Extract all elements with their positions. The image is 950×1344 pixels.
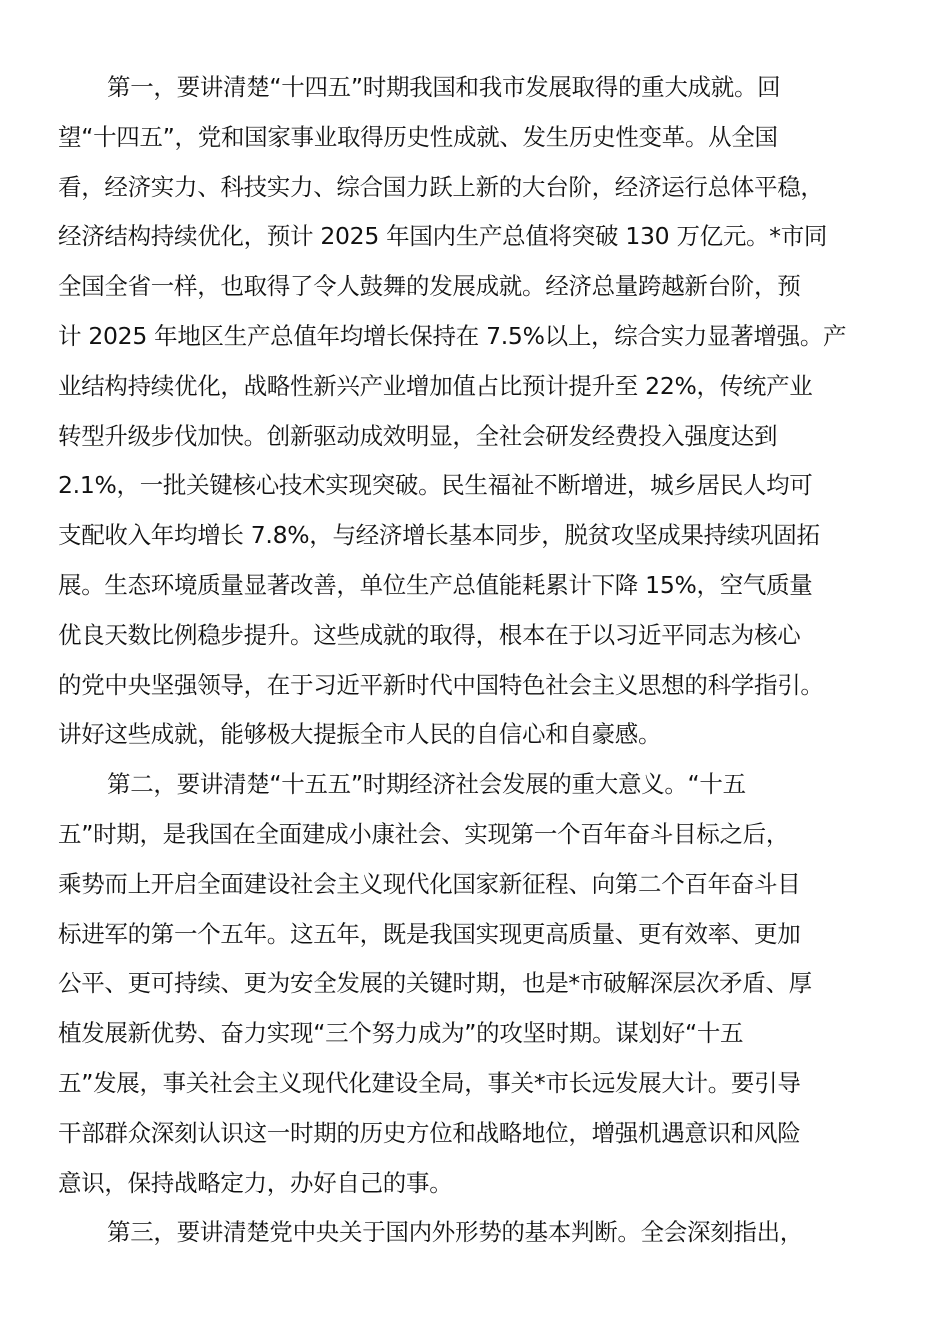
text-line: 展。生态环境质量显著改善，单位生产总值能耗累计下降 15%，空气质量 — [58, 570, 813, 599]
text-line: 望“十四五”，党和国家事业取得历史性成就、发生历史性变革。从全国 — [58, 122, 778, 151]
text-line: 看，经济实力、科技实力、综合国力跃上新的大台阶，经济运行总体平稳， — [58, 172, 824, 201]
text-line: 第三，要讲清楚党中央关于国内外形势的基本判断。全会深刻指出， — [107, 1218, 803, 1247]
text-line: 的党中央坚强领导，在于习近平新时代中国特色社会主义思想的科学指引。 — [58, 670, 824, 699]
text-line: 支配收入年均增长 7.8%，与经济增长基本同步，脱贫攻坚成果持续巩固拓 — [58, 521, 820, 550]
paragraph-situation — [58, 1208, 898, 1258]
text-line: 乘势而上开启全面建设社会主义现代化国家新征程、向第二个百年奋斗目 — [58, 869, 801, 898]
text-line: 第二，要讲清楚“十五五”时期经济社会发展的重大意义。“十五 — [107, 770, 746, 799]
text-line: 干部群众深刻认识这一时期的历史方位和战略地位，增强机遇意识和风险 — [58, 1118, 801, 1147]
text-line: 标进军的第一个五年。这五年，既是我国实现更高质量、更有效率、更加 — [58, 919, 801, 948]
text-line: 五”发展，事关社会主义现代化建设全局，事关*市长远发展大计。要引导 — [58, 1068, 801, 1097]
text-line: 五”时期，是我国在全面建成小康社会、实现第一个百年奋斗目标之后， — [58, 819, 790, 848]
paragraph-achievements — [58, 63, 898, 760]
text-line: 转型升级步伐加快。创新驱动成效明显，全社会研发经费投入强度达到 — [58, 421, 778, 450]
text-line: 第一，要讲清楚“十四五”时期我国和我市发展取得的重大成就。回 — [107, 73, 781, 101]
text-line: 意识，保持战略定力，办好自己的事。 — [58, 1168, 453, 1197]
text-line: 经济结构持续优化，预计 2025 年国内生产总值将突破 130 万亿元。*市同 — [58, 222, 828, 251]
paragraph-significance — [58, 760, 898, 1208]
text-line: 计 2025 年地区生产总值年均增长保持在 7.5%以上，综合实力显著增强。产 — [58, 321, 847, 350]
text-line: 讲好这些成就，能够极大提振全市人民的自信心和自豪感。 — [58, 720, 662, 749]
text-line: 业结构持续优化，战略性新兴产业增加值占比预计提升至 22%，传统产业 — [58, 371, 813, 400]
document-page — [58, 63, 898, 1258]
text-line: 2.1%，一批关键核心技术实现突破。民生福祉不断增进，城乡居民人均可 — [58, 471, 813, 500]
text-line: 公平、更可持续、更为安全发展的关键时期，也是*市破解深层次矛盾、厚 — [58, 969, 812, 998]
text-line: 全国全省一样，也取得了令人鼓舞的发展成就。经济总量跨越新台阶，预 — [58, 272, 801, 301]
text-line: 植发展新优势、奋力实现“三个努力成为”的攻坚时期。谋划好“十五 — [58, 1019, 744, 1048]
text-line: 优良天数比例稳步提升。这些成就的取得，根本在于以习近平同志为核心 — [58, 620, 801, 649]
